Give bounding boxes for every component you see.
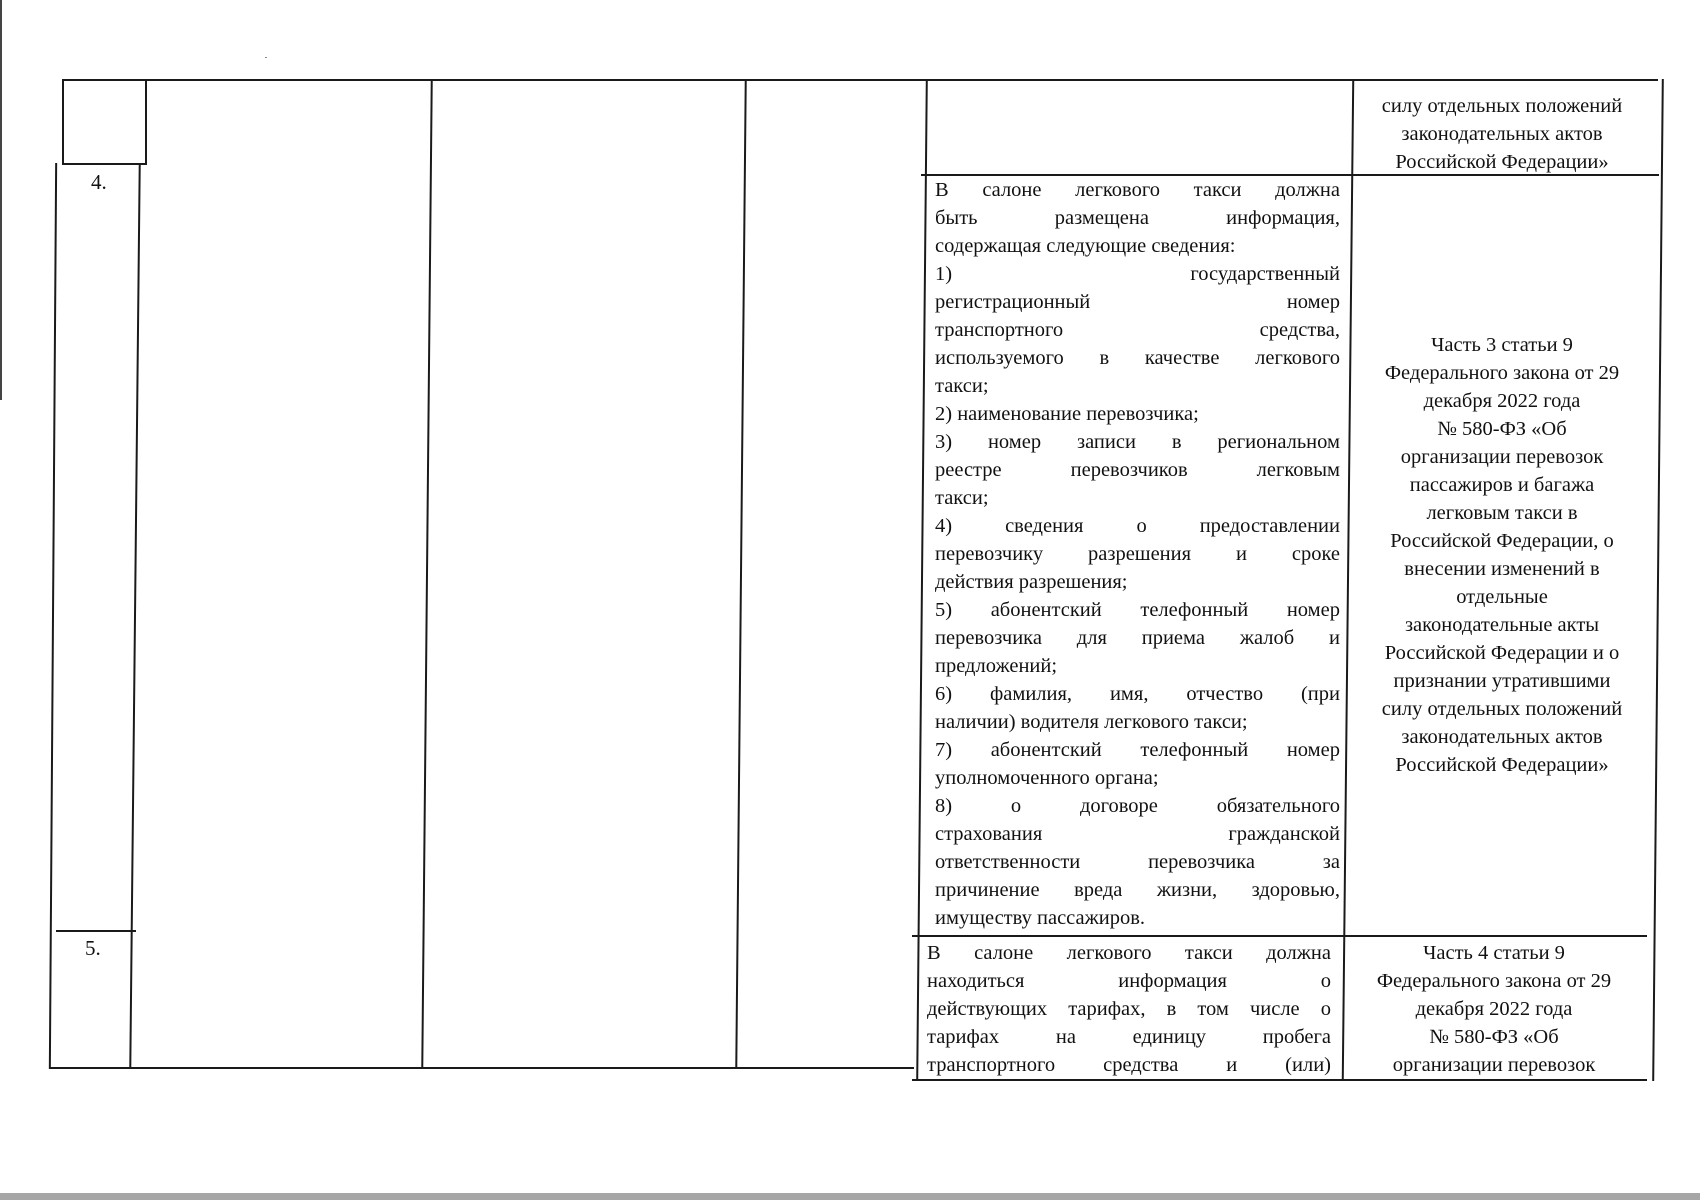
basis-line: пассажиров и багажа (1409, 474, 1595, 496)
table-bottom-border-right (912, 1079, 1647, 1081)
requirement-line: действия разрешения; (935, 571, 1128, 593)
basis-cell-continued (1352, 92, 1652, 176)
column-divider-4 (916, 79, 928, 1081)
requirement-line: регистрационный номер (935, 291, 1340, 313)
requirement-line: предложений; (935, 655, 1058, 677)
requirement-line: 2) наименование перевозчика; (935, 403, 1199, 425)
basis-line: № 580-ФЗ «Об (1437, 418, 1567, 440)
basis-cell (1344, 939, 1644, 1079)
requirement-cell (927, 939, 1331, 1079)
requirement-line: используемого в качестве легкового (935, 347, 1340, 369)
table-top-border (62, 79, 1658, 81)
requirement-line: действующих тарифах, в том числе о (927, 998, 1331, 1020)
requirement-line: В салоне легкового такси должна (927, 942, 1331, 964)
basis-line: Российской Федерации, о (1390, 530, 1614, 552)
requirement-line: перевозчика для приема жалоб и (935, 627, 1340, 649)
basis-line: декабря 2022 года (1423, 390, 1581, 412)
requirement-line: транспортного средства, (935, 319, 1340, 341)
requirement-line: 8) о договоре обязательного (935, 795, 1340, 817)
basis-line: № 580-ФЗ «Об (1429, 1026, 1559, 1048)
requirement-line: быть размещена информация, (935, 207, 1340, 229)
basis-line: организации перевозок (1400, 446, 1604, 468)
basis-line: силу отдельных положений (1381, 95, 1623, 117)
basis-cell (1352, 331, 1652, 779)
basis-line: законодательных актов (1401, 726, 1603, 748)
requirement-line: 3) номер записи в региональном (935, 431, 1340, 453)
column-divider-2 (421, 79, 433, 1069)
basis-line: Часть 4 статьи 9 (1423, 942, 1565, 964)
column-divider-1 (145, 79, 147, 165)
scanner-bottom-strip (0, 1193, 1700, 1200)
requirement-cell (935, 176, 1340, 932)
requirement-line: содержащая следующие сведения: (935, 235, 1236, 257)
requirement-line: такси; (935, 487, 989, 509)
row-divider-5-right (912, 935, 1647, 937)
column-divider-1-lower (129, 163, 140, 1069)
basis-line: легковым такси в (1426, 502, 1578, 524)
requirement-line: причинение вреда жизни, здоровью, (935, 879, 1340, 901)
requirement-line: 4) сведения о предоставлении (935, 515, 1340, 537)
requirement-line: наличии) водителя легкового такси; (935, 711, 1248, 733)
table-bottom-border (50, 1067, 914, 1069)
basis-line: Российской Федерации» (1395, 754, 1609, 776)
table-right-border (1652, 79, 1664, 1081)
basis-line: признании утратившими (1393, 670, 1611, 692)
basis-line: декабря 2022 года (1415, 998, 1573, 1020)
basis-line: Часть 3 статьи 9 (1431, 334, 1573, 356)
requirement-line: тарифах на единицу пробега (927, 1026, 1331, 1048)
basis-line: Российской Федерации и о (1384, 642, 1620, 664)
column-divider-3 (735, 79, 747, 1069)
table-left-border (62, 79, 64, 165)
basis-line: отдельные (1456, 586, 1548, 608)
scan-speck (265, 57, 267, 58)
requirement-line: находиться информация о (927, 970, 1331, 992)
basis-line: внесении изменений в (1404, 558, 1600, 580)
basis-line: законодательные акты (1404, 614, 1600, 636)
requirement-line: ответственности перевозчика за (935, 851, 1340, 873)
requirement-line: такси; (935, 375, 989, 397)
requirement-line: имуществу пассажиров. (935, 907, 1146, 929)
row-number: 4. (91, 170, 107, 194)
requirement-line: перевозчику разрешения и сроке (935, 543, 1340, 565)
requirement-line: страхования гражданской (935, 823, 1340, 845)
row-number: 5. (85, 936, 101, 960)
requirement-line: реестре перевозчиков легковым (935, 459, 1340, 481)
requirement-line: 5) абонентский телефонный номер (935, 599, 1340, 621)
basis-line: Федерального закона от 29 (1376, 970, 1612, 992)
basis-line: законодательных актов (1401, 123, 1603, 145)
scan-edge-mark (0, 0, 2, 400)
requirement-line: транспортного средства и (или) (927, 1054, 1331, 1076)
row-divider-4 (62, 163, 145, 165)
table-left-border-lower (49, 163, 57, 1069)
requirement-line: 6) фамилия, имя, отчество (при (935, 683, 1340, 705)
requirement-line: 7) абонентский телефонный номер (935, 739, 1340, 761)
basis-line: организации перевозок (1392, 1054, 1596, 1076)
requirement-line: 1) государственный (935, 263, 1340, 285)
requirement-line: уполномоченного органа; (935, 767, 1159, 789)
requirement-line: В салоне легкового такси должна (935, 179, 1340, 201)
basis-line: Федерального закона от 29 (1384, 362, 1620, 384)
row-divider-5 (56, 930, 136, 932)
basis-line: Российской Федерации» (1395, 151, 1609, 173)
basis-line: силу отдельных положений (1381, 698, 1623, 720)
